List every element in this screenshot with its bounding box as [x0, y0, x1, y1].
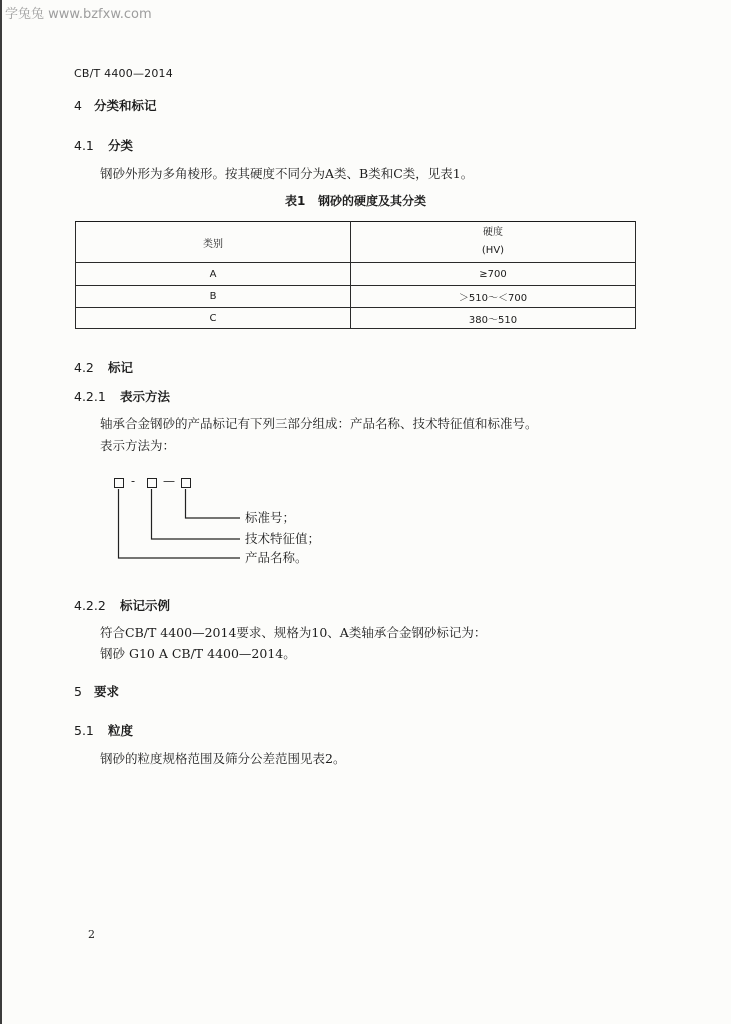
page-number: 2 — [88, 928, 95, 941]
diagram-label-product-name: 产品名称。 — [245, 550, 308, 565]
heading-number: 5 — [74, 684, 82, 699]
cell-class: C — [76, 308, 351, 329]
heading-number: 4.2.2 — [74, 598, 106, 613]
diagram-label-technical-value: 技术特征值； — [245, 531, 321, 546]
heading-section-4-2-2 — [74, 598, 170, 614]
cell-hardness: ≥700 — [351, 263, 636, 286]
paragraph-particle-size: 钢砂的粒度规格范围及筛分公差范围见表2。 — [100, 751, 346, 766]
heading-title: 标记示例 — [120, 598, 171, 613]
cell-class: A — [76, 263, 351, 286]
heading-section-5-1 — [74, 723, 133, 739]
standard-number-header: CB/T 4400—2014 — [74, 67, 173, 80]
heading-title: 标记 — [108, 360, 134, 375]
leader-line-technical-value — [152, 489, 241, 539]
watermark: 学兔兔 www.bzfxw.com — [5, 7, 152, 22]
header-hardness-unit: (HV) — [481, 245, 505, 256]
cell-hardness: ＞510～＜700 — [351, 286, 636, 308]
caption-title: 钢砂的硬度及其分类 — [318, 194, 427, 208]
heading-number: 4 — [74, 98, 82, 113]
heading-number: 5.1 — [74, 723, 94, 738]
header-hardness-label: 硬度 — [483, 227, 503, 238]
heading-title: 分类和标记 — [94, 98, 157, 113]
diagram-separator: — — [163, 474, 175, 488]
heading-section-5 — [74, 684, 119, 700]
paragraph-marking-composition: 轴承合金钢砂的产品标记有下列三部分组成：产品名称、技术特征值和标准号。 — [100, 416, 538, 431]
diagram-separator: - — [131, 474, 136, 488]
heading-number: 4.2.1 — [74, 389, 106, 404]
heading-title: 分类 — [108, 138, 134, 153]
diagram-label-standard-no: 标准号； — [245, 510, 296, 525]
heading-number: 4.2 — [74, 360, 94, 375]
leader-line-standard-no — [186, 489, 241, 518]
cell-hardness: 380～510 — [351, 308, 636, 329]
heading-title: 表示方法 — [120, 389, 171, 404]
paragraph-marking-example-intro: 符合CB/T 4400—2014要求、规格为10、A类轴承合金钢砂标记为： — [100, 625, 487, 640]
header-cell-class: 类别 — [76, 222, 351, 263]
paragraph-classification: 钢砂外形为多角棱形。按其硬度不同分为A类、B类和C类，见表1。 — [100, 166, 474, 181]
paragraph-representation-intro: 表示方法为： — [100, 438, 176, 453]
leader-line-product-name — [119, 489, 241, 558]
heading-title: 要求 — [94, 684, 120, 699]
heading-title: 粒度 — [108, 723, 134, 738]
heading-number: 4.1 — [74, 138, 94, 153]
caption-number: 表1 — [285, 194, 306, 208]
cell-class: B — [76, 286, 351, 308]
paragraph-marking-example: 钢砂 G10 A CB/T 4400—2014。 — [100, 646, 296, 661]
